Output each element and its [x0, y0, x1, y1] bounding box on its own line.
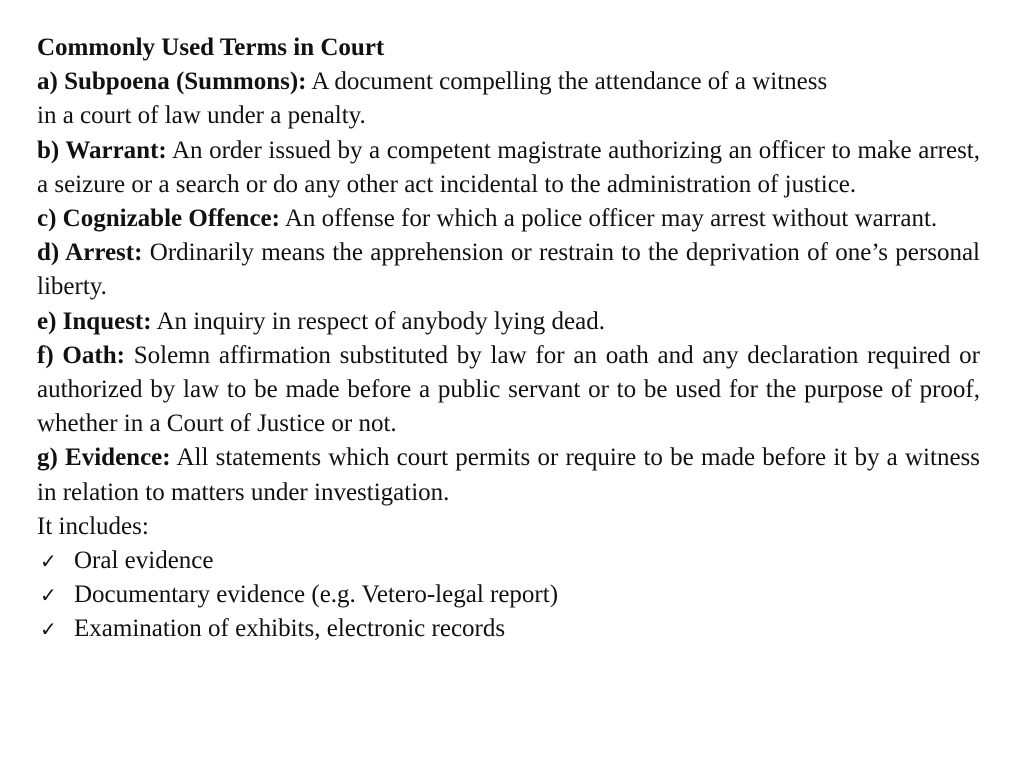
term-definition-continued: in a court of law under a penalty. [37, 102, 366, 130]
term-label: g) Evidence: [37, 444, 171, 472]
term-label: f) Oath: [37, 341, 125, 369]
term-cognizable-offence [37, 202, 980, 236]
slide-content [37, 31, 980, 647]
list-item [37, 578, 980, 612]
term-definition: Solemn affirmation substituted by law for an oath and any declaration required or authorized by law to be made before a public servant or to be used for the purpose of proof, whether in a Court of Justice or not. [37, 341, 981, 438]
term-inquest [37, 305, 980, 339]
list-item [37, 544, 980, 578]
list-item-text: Documentary evidence (e.g. Vetero-legal report) [74, 581, 559, 609]
term-definition: An order issued by a competent magistrate authorizing an officer to make arrest, a seizure or a search or do any other act incidental to the administration of justice. [37, 136, 980, 198]
term-warrant [37, 134, 980, 202]
term-definition: A document compelling the attendance of a witness [311, 68, 828, 96]
term-subpoena [37, 65, 980, 133]
term-definition: An inquiry in respect of anybody lying dead. [156, 307, 605, 335]
evidence-types-list [37, 544, 980, 647]
term-definition: All statements which court permits or require to be made before it by a witness in relation to matters under investigation. [37, 444, 980, 506]
checkmark-icon: ✓ [40, 583, 57, 608]
list-item-text: Oral evidence [74, 547, 214, 575]
includes-heading: It includes: [37, 512, 149, 540]
checkmark-icon: ✓ [40, 549, 57, 574]
term-definition: Ordinarily means the apprehension or restrain to the deprivation of one’s personal liberty. [37, 239, 980, 301]
term-definition: An offense for which a police officer may arrest without warrant. [284, 205, 938, 233]
term-label: a) Subpoena (Summons): [37, 68, 307, 96]
list-item-text: Examination of exhibits, electronic records [74, 615, 506, 643]
page-title: Commonly Used Terms in Court [37, 34, 385, 61]
term-label: d) Arrest: [37, 239, 143, 267]
term-label: c) Cognizable Offence: [37, 205, 280, 233]
term-label: b) Warrant: [37, 136, 167, 164]
term-label: e) Inquest: [37, 307, 152, 335]
term-arrest [37, 236, 980, 304]
term-evidence [37, 441, 980, 509]
term-oath [37, 339, 980, 442]
checkmark-icon: ✓ [40, 617, 57, 642]
list-item [37, 612, 980, 646]
